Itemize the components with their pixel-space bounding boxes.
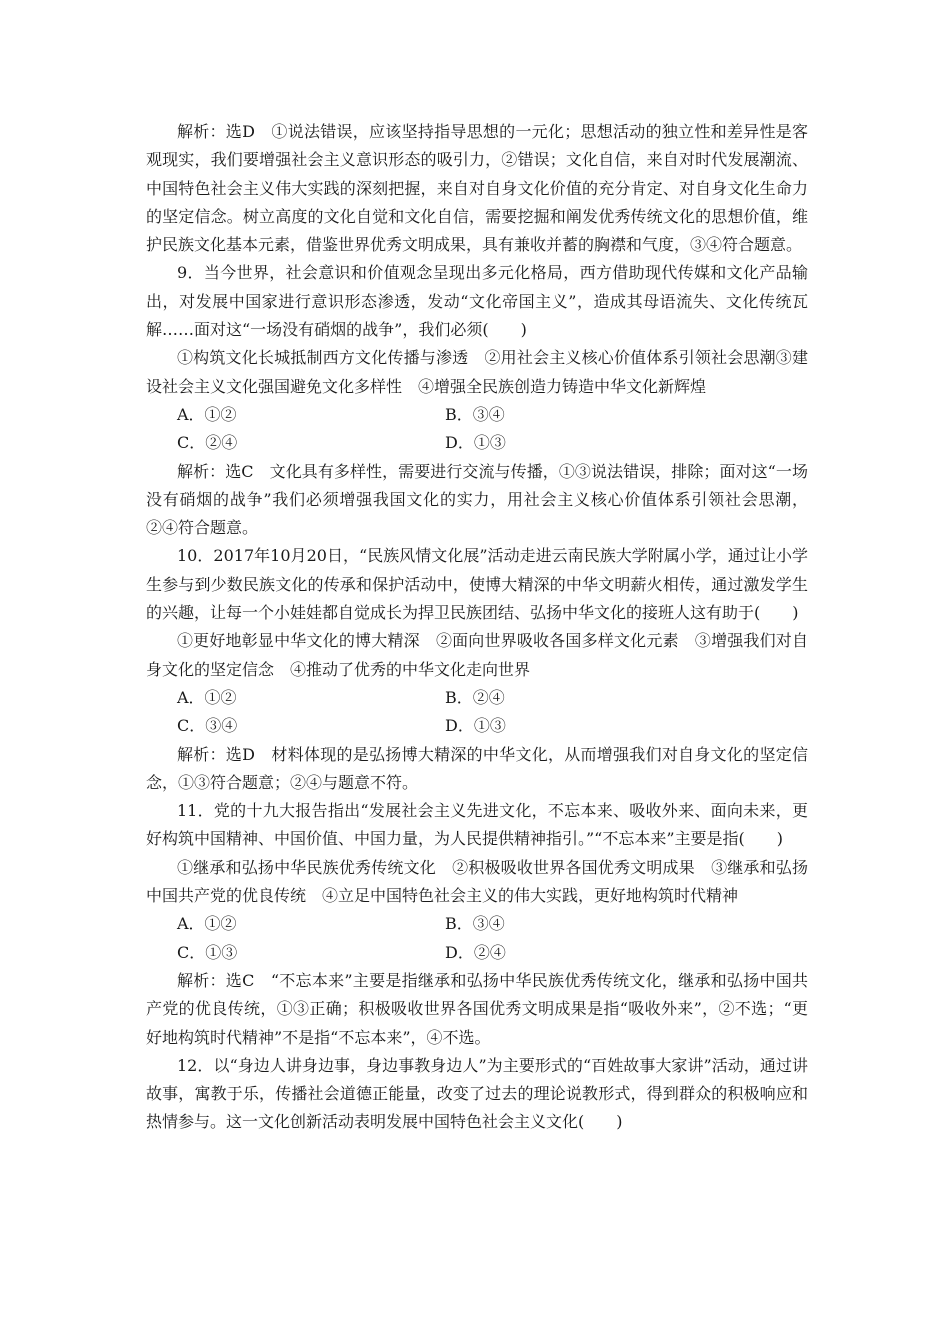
answer-options-row [146,939,808,967]
paragraph: ①继承和弘扬中华民族优秀传统文化 ②积极吸收世界各国优秀文明成果 ③继承和弘扬中国共产党的优良传统 ④立足中国特色社会主义的伟大实践，更好地构筑时代精神 [146,857,808,906]
answer-option: B．③④ [445,404,505,424]
paragraph: 9．当今世界，社会意识和价值观念呈现出多元化格局，西方借助现代传媒和文化产品输出，对发展中国家进行意识形态渗透，发动“文化帝国主义”，造成其母语流失、文化传统瓦解……面对这“一场没有硝烟的战争”，我们必须( ) [146,263,808,340]
answer-option: A．①② [177,687,237,707]
paragraph: 12．以“身边人讲身边事，身边事教身边人”为主要形式的“百姓故事大家讲”活动，通过讲故事，寓教于乐，传播社会道德正能量，改变了过去的理论说教形式，得到群众的积极响应和热情参与。这一文化创新活动表明发展中国特色社会主义文化( ) [146,1055,808,1132]
answer-option: C．②④ [177,433,238,453]
answer-option: C．③④ [177,716,238,736]
answer-options-row [146,429,808,457]
paragraph: 解析：选C “不忘本来”主要是指继承和弘扬中华民族优秀传统文化，继承和弘扬中国共产党的优良传统，①③正确；积极吸收世界各国优秀文明成果是指“吸收外来”，②不选；“更好地构筑时代精神”不是指“不忘本来”，④不选。 [146,970,808,1047]
paragraph: 解析：选D 材料体现的是弘扬博大精深的中华文化，从而增强我们对自身文化的坚定信念，①③符合题意；②④与题意不符。 [146,744,808,792]
answer-options-row [146,684,808,712]
paragraph: 解析：选C 文化具有多样性，需要进行交流与传播，①③说法错误，排除；面对这“一场没有硝烟的战争”我们必须增强我国文化的实力，用社会主义核心价值体系引领社会思潮，②④符合题意。 [146,461,808,538]
answer-option: B．②④ [445,687,505,707]
answer-option: A．①② [177,914,237,934]
answer-option: B．③④ [445,914,505,934]
answer-options-row [146,401,808,429]
answer-options-row [146,910,808,938]
answer-options-row [146,712,808,740]
paragraph: 解析：选D ①说法错误，应该坚持指导思想的一元化；思想活动的独立性和差异性是客观现实，我们要增强社会主义意识形态的吸引力，②错误；文化自信，来自对时代发展潮流、中国特色社会主义伟大实践的深刻把握，来自对自身文化价值的充分肯定、对自身文化生命力的坚定信念。树立高度的文化自觉和文化自信，需要挖掘和阐发优秀传统文化的思想价值，维护民族文化基本元素，借鉴世界优秀文明成果，具有兼收并蓄的胸襟和气度，③④符合题意。 [146,122,808,255]
paragraph: 11．党的十九大报告指出“发展社会主义先进文化，不忘本来、吸收外来、面向未来，更好构筑中国精神、中国价值、中国力量，为人民提供精神指引。”“不忘本来”主要是指( ) [146,801,808,849]
answer-option: A．①② [177,404,237,424]
paragraph: ①构筑文化长城抵制西方文化传播与渗透 ②用社会主义核心价值体系引领社会思潮③建设社会主义文化强国避免文化多样性 ④增强全民族创造力铸造中华文化新辉煌 [146,348,808,396]
paragraph: 10．2017年10月20日，“民族风情文化展”活动走进云南民族大学附属小学，通过让小学生参与到少数民族文化的传承和保护活动中，使博大精深的中华文明薪火相传，通过激发学生的兴趣，让每一个小娃娃都自觉成长为捍卫民族团结、弘扬中华文化的接班人这有助于( ) [146,546,808,623]
answer-option: D．②④ [445,942,506,962]
paragraph: ①更好地彰显中华文化的博大精深 ②面向世界吸收各国多样文化元素 ③增强我们对自身文化的坚定信念 ④推动了优秀的中华文化走向世界 [146,631,808,679]
answer-option: C．①③ [177,942,238,962]
page-content [146,118,808,1137]
answer-option: D．①③ [445,433,506,453]
answer-option: D．①③ [445,716,506,736]
